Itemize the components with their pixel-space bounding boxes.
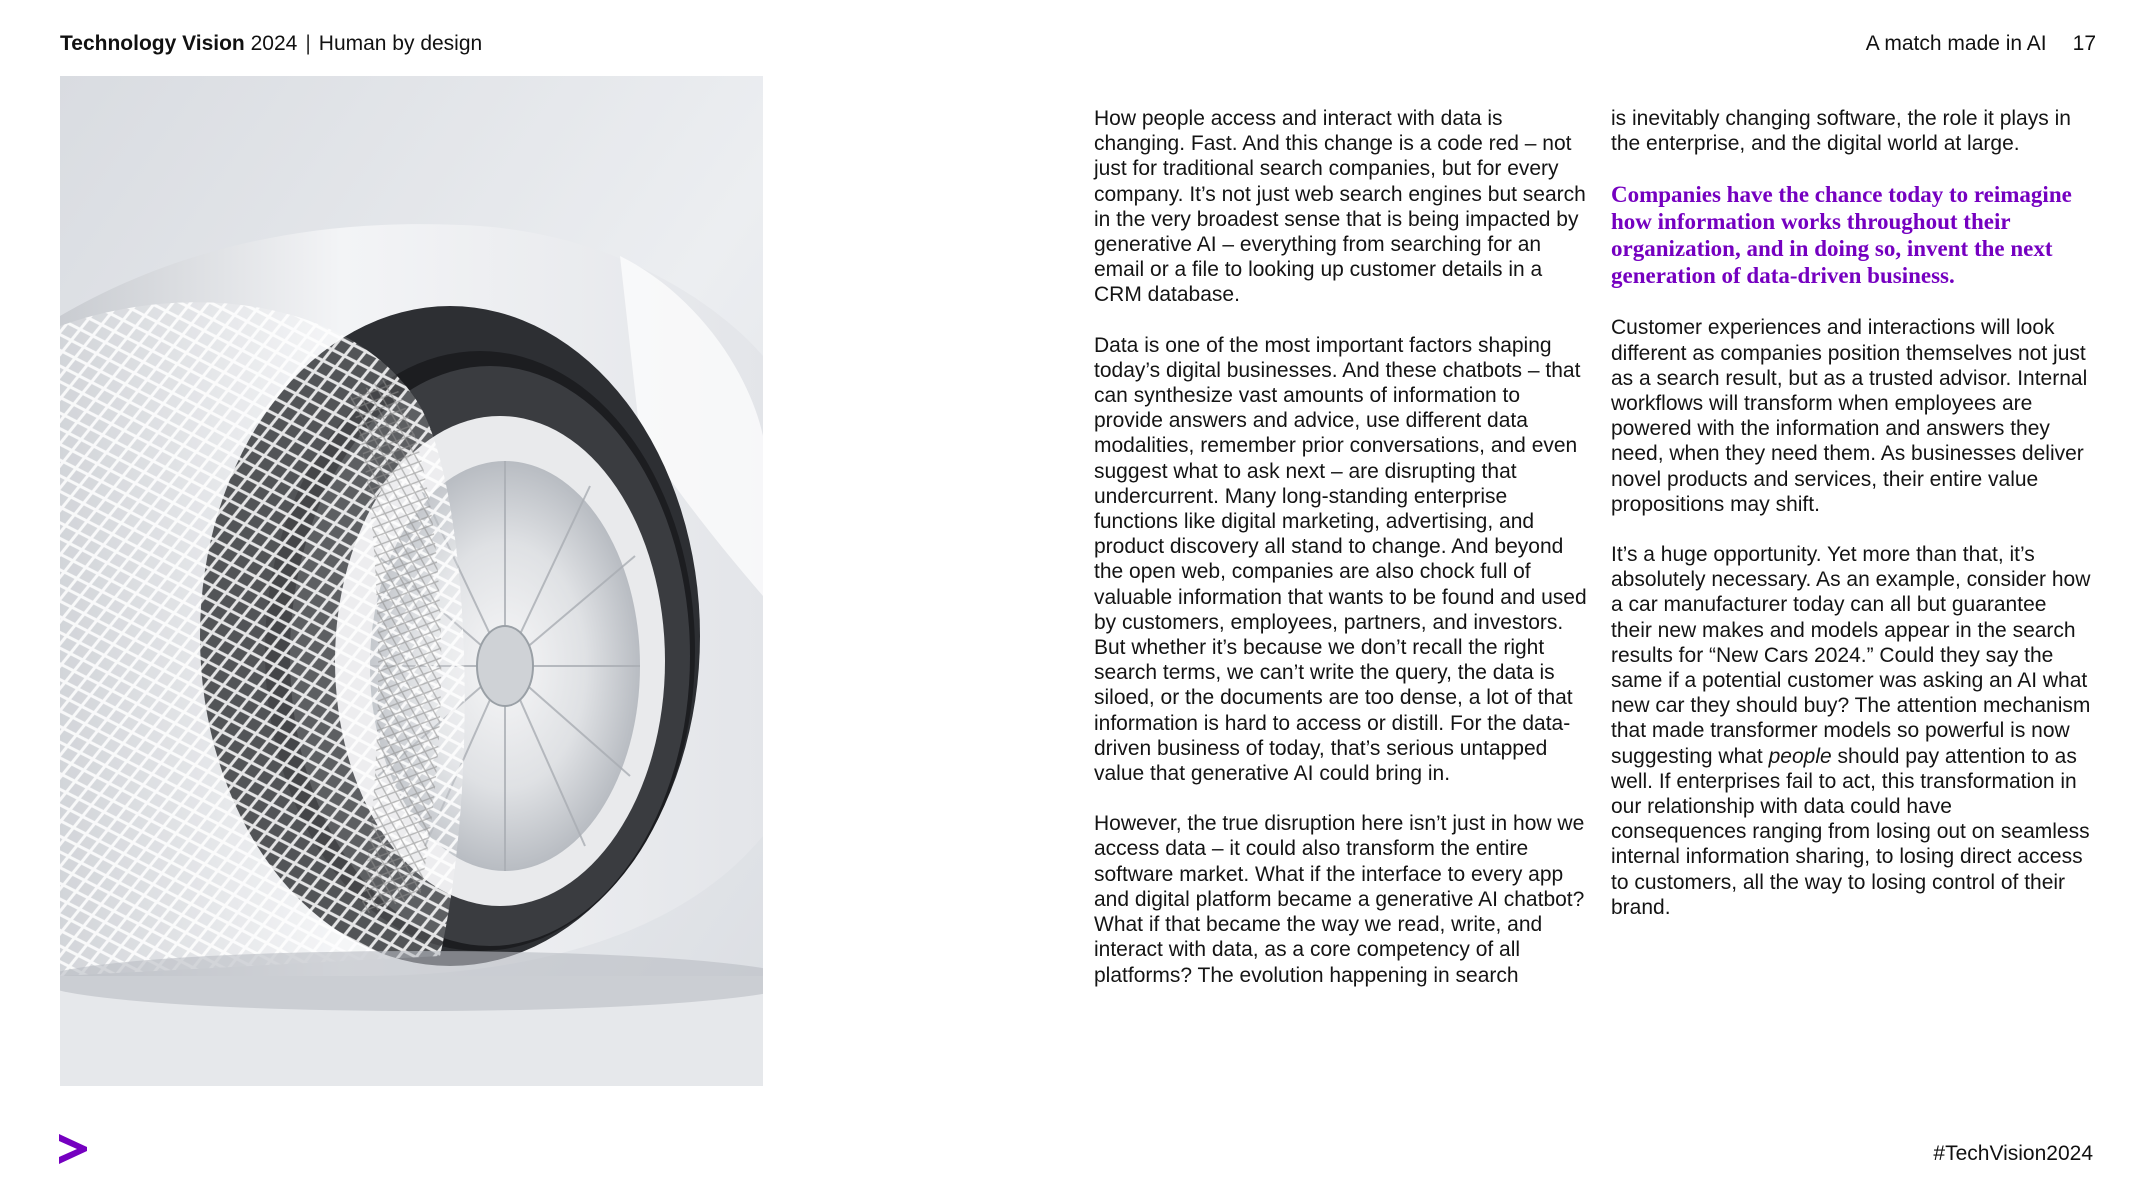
running-header [60,30,482,58]
section-title: A match made in AI [1865,32,2047,55]
accenture-chevron-icon [59,1134,87,1169]
paragraph: How people access and interact with data is changing. Fast. And this change is a code red – not just for traditional search companies, but for every company. It’s not just web search engines but search in the very broadest sense that is being impacted by generative AI – everything from searching for an email or a file to looking up customer details in a CRM database. [1094,107,1586,307]
body-column-right [1611,106,2091,945]
car-wheel-image [60,76,763,1086]
report-brand: Technology Vision [60,32,245,55]
report-subtitle: Human by design [318,32,483,55]
emphasis-text: people [1768,744,1832,768]
paragraph-text: It’s a huge opportunity. Yet more than that, it’s absolutely necessary. As an example, consider how a car manufacturer today can all but guarantee their new makes and models appear in the search results for “New Cars 2024.” Could they say the same if a potential customer was asking an AI what new car they should buy? The attention mechanism that made transformer models so powerful is now suggesting what [1611,543,2091,768]
pull-quote: Companies have the chance today to reimagine how information works throughout their organization, and in doing so, invent the next generation of data-driven business. [1611,182,2072,289]
paragraph: Customer experiences and interactions will look different as companies position themselves not just as a search result, but as a trusted advisor. Internal workflows will transform when employees are powered with the information and answers they need, when they need them. As businesses deliver novel products and services, their entire value propositions may shift. [1611,316,2088,516]
section-header [1866,30,2096,58]
hashtag: #TechVision2024 [1933,1142,2093,1165]
header-separator: | [305,32,311,55]
page-number: 17 [2072,32,2096,55]
report-year: 2024 [250,32,298,55]
paragraph: However, the true disruption here isn’t just in how we access data – it could also transform the entire software market. What if the interface to every app and digital platform became a generative AI chatbot? What if that became the way we read, write, and interact with data, as a core competency of all platforms? The evolution happening in search [1094,812,1585,987]
paragraph-text: should pay attention to as well. If enterprises fail to act, this transformation in our relationship with data could have consequences ranging from losing out on seamless internal information sharing, to losing direct access to customers, all the way to losing control of their brand. [1611,744,2090,919]
paragraph [1611,542,2091,920]
paragraph: Data is one of the most important factors shaping today’s digital businesses. And these chatbots – that can synthesize vast amounts of information to provide answers and advice, use different data modalities, remember prior conversations, and even suggest what to ask next – are disrupting that undercurrent. Many long-standing enterprise functions like digital marketing, advertising, and product discovery all stand to change. And beyond the open web, companies are also chock full of valuable information that wants to be found and used by customers, employees, partners, and investors. But whether it’s because we don’t recall the right search terms, we can’t write the query, the data is siloed, or the documents are too dense, a lot of that information is hard to access or distill. For the data-driven business of today, that’s serious untapped value that generative AI could bring in. [1094,333,1587,786]
paragraph: is inevitably changing software, the role it plays in the enterprise, and the digital world at large. [1611,107,2071,156]
body-column-left [1094,106,1594,1013]
